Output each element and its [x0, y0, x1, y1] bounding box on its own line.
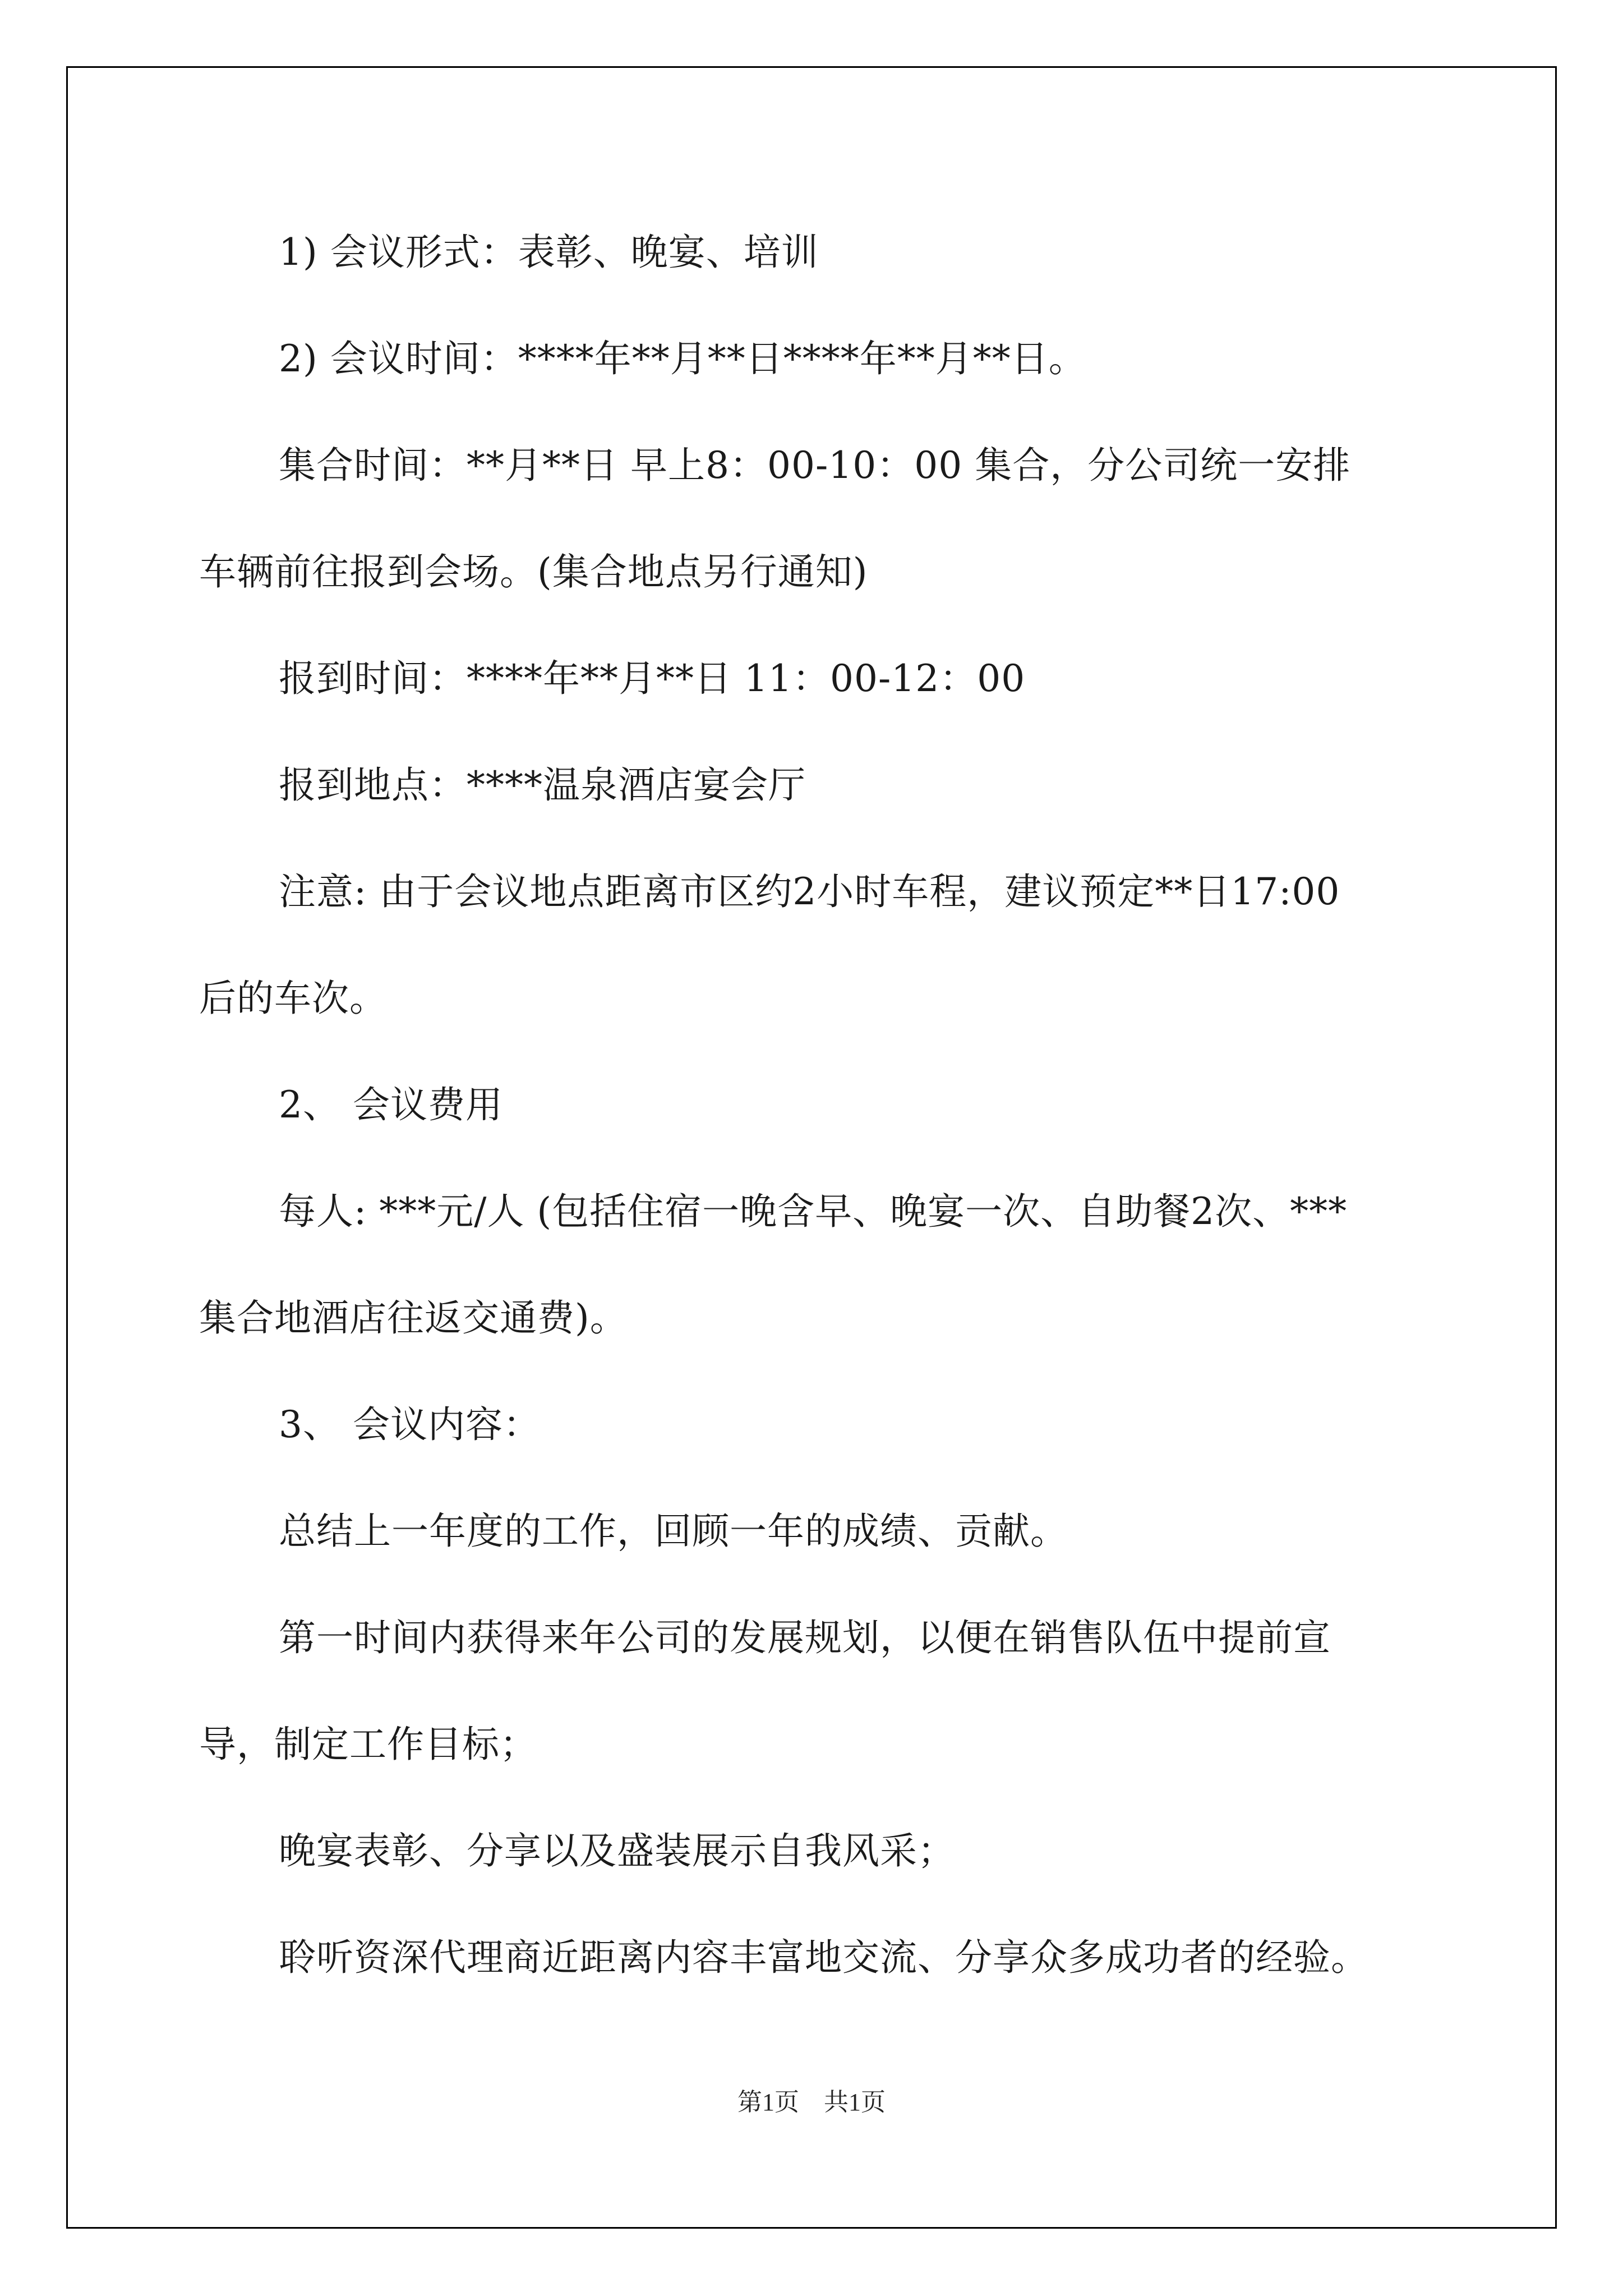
checkin-location: 报到地点：****温泉酒店宴会厅: [279, 763, 806, 807]
content-item-planning: 第一时间内获得来年公司的发展规划，以便在销售队伍中提前宣: [279, 1616, 1331, 1659]
fee-per-person: 每人: ***元/人 (包括住宿一晚含早、晚宴一次、自助餐2次、***: [279, 1190, 1348, 1233]
content-item-planning-cont: 导，制定工作目标；: [199, 1723, 537, 1766]
section-heading-content: 3、 会议内容：: [279, 1403, 541, 1446]
page-footer: 第1页 共1页: [737, 2088, 886, 2116]
notice-cont: 后的车次。: [199, 977, 387, 1020]
checkin-time: 报到时间：****年**月**日 11：00-12：00: [279, 657, 1026, 700]
fee-per-person-cont: 集合地酒店往返交通费)。: [199, 1296, 628, 1340]
notice: 注意: 由于会议地点距离市区约2小时车程，建议预定**日17:00: [279, 870, 1340, 913]
content-item-exchange: 聆听资深代理商近距离内容丰富地交流、分享众多成功者的经验。: [279, 1936, 1368, 1979]
section-heading-fees: 2、 会议费用: [279, 1083, 503, 1126]
content-item-banquet: 晚宴表彰、分享以及盛装展示自我风采；: [279, 1829, 955, 1872]
content-item-summary: 总结上一年度的工作，回顾一年的成绩、贡献。: [279, 1510, 1068, 1553]
assembly-time: 集合时间：**月**日 早上8：00-10：00 集合，分公司统一安排: [279, 444, 1351, 487]
meeting-time: 2) 会议时间：****年**月**日****年**月**日。: [279, 337, 1086, 380]
meeting-format: 1) 会议形式：表彰、晚宴、培训: [279, 231, 819, 274]
assembly-time-cont: 车辆前往报到会场。(集合地点另行通知): [199, 550, 868, 593]
